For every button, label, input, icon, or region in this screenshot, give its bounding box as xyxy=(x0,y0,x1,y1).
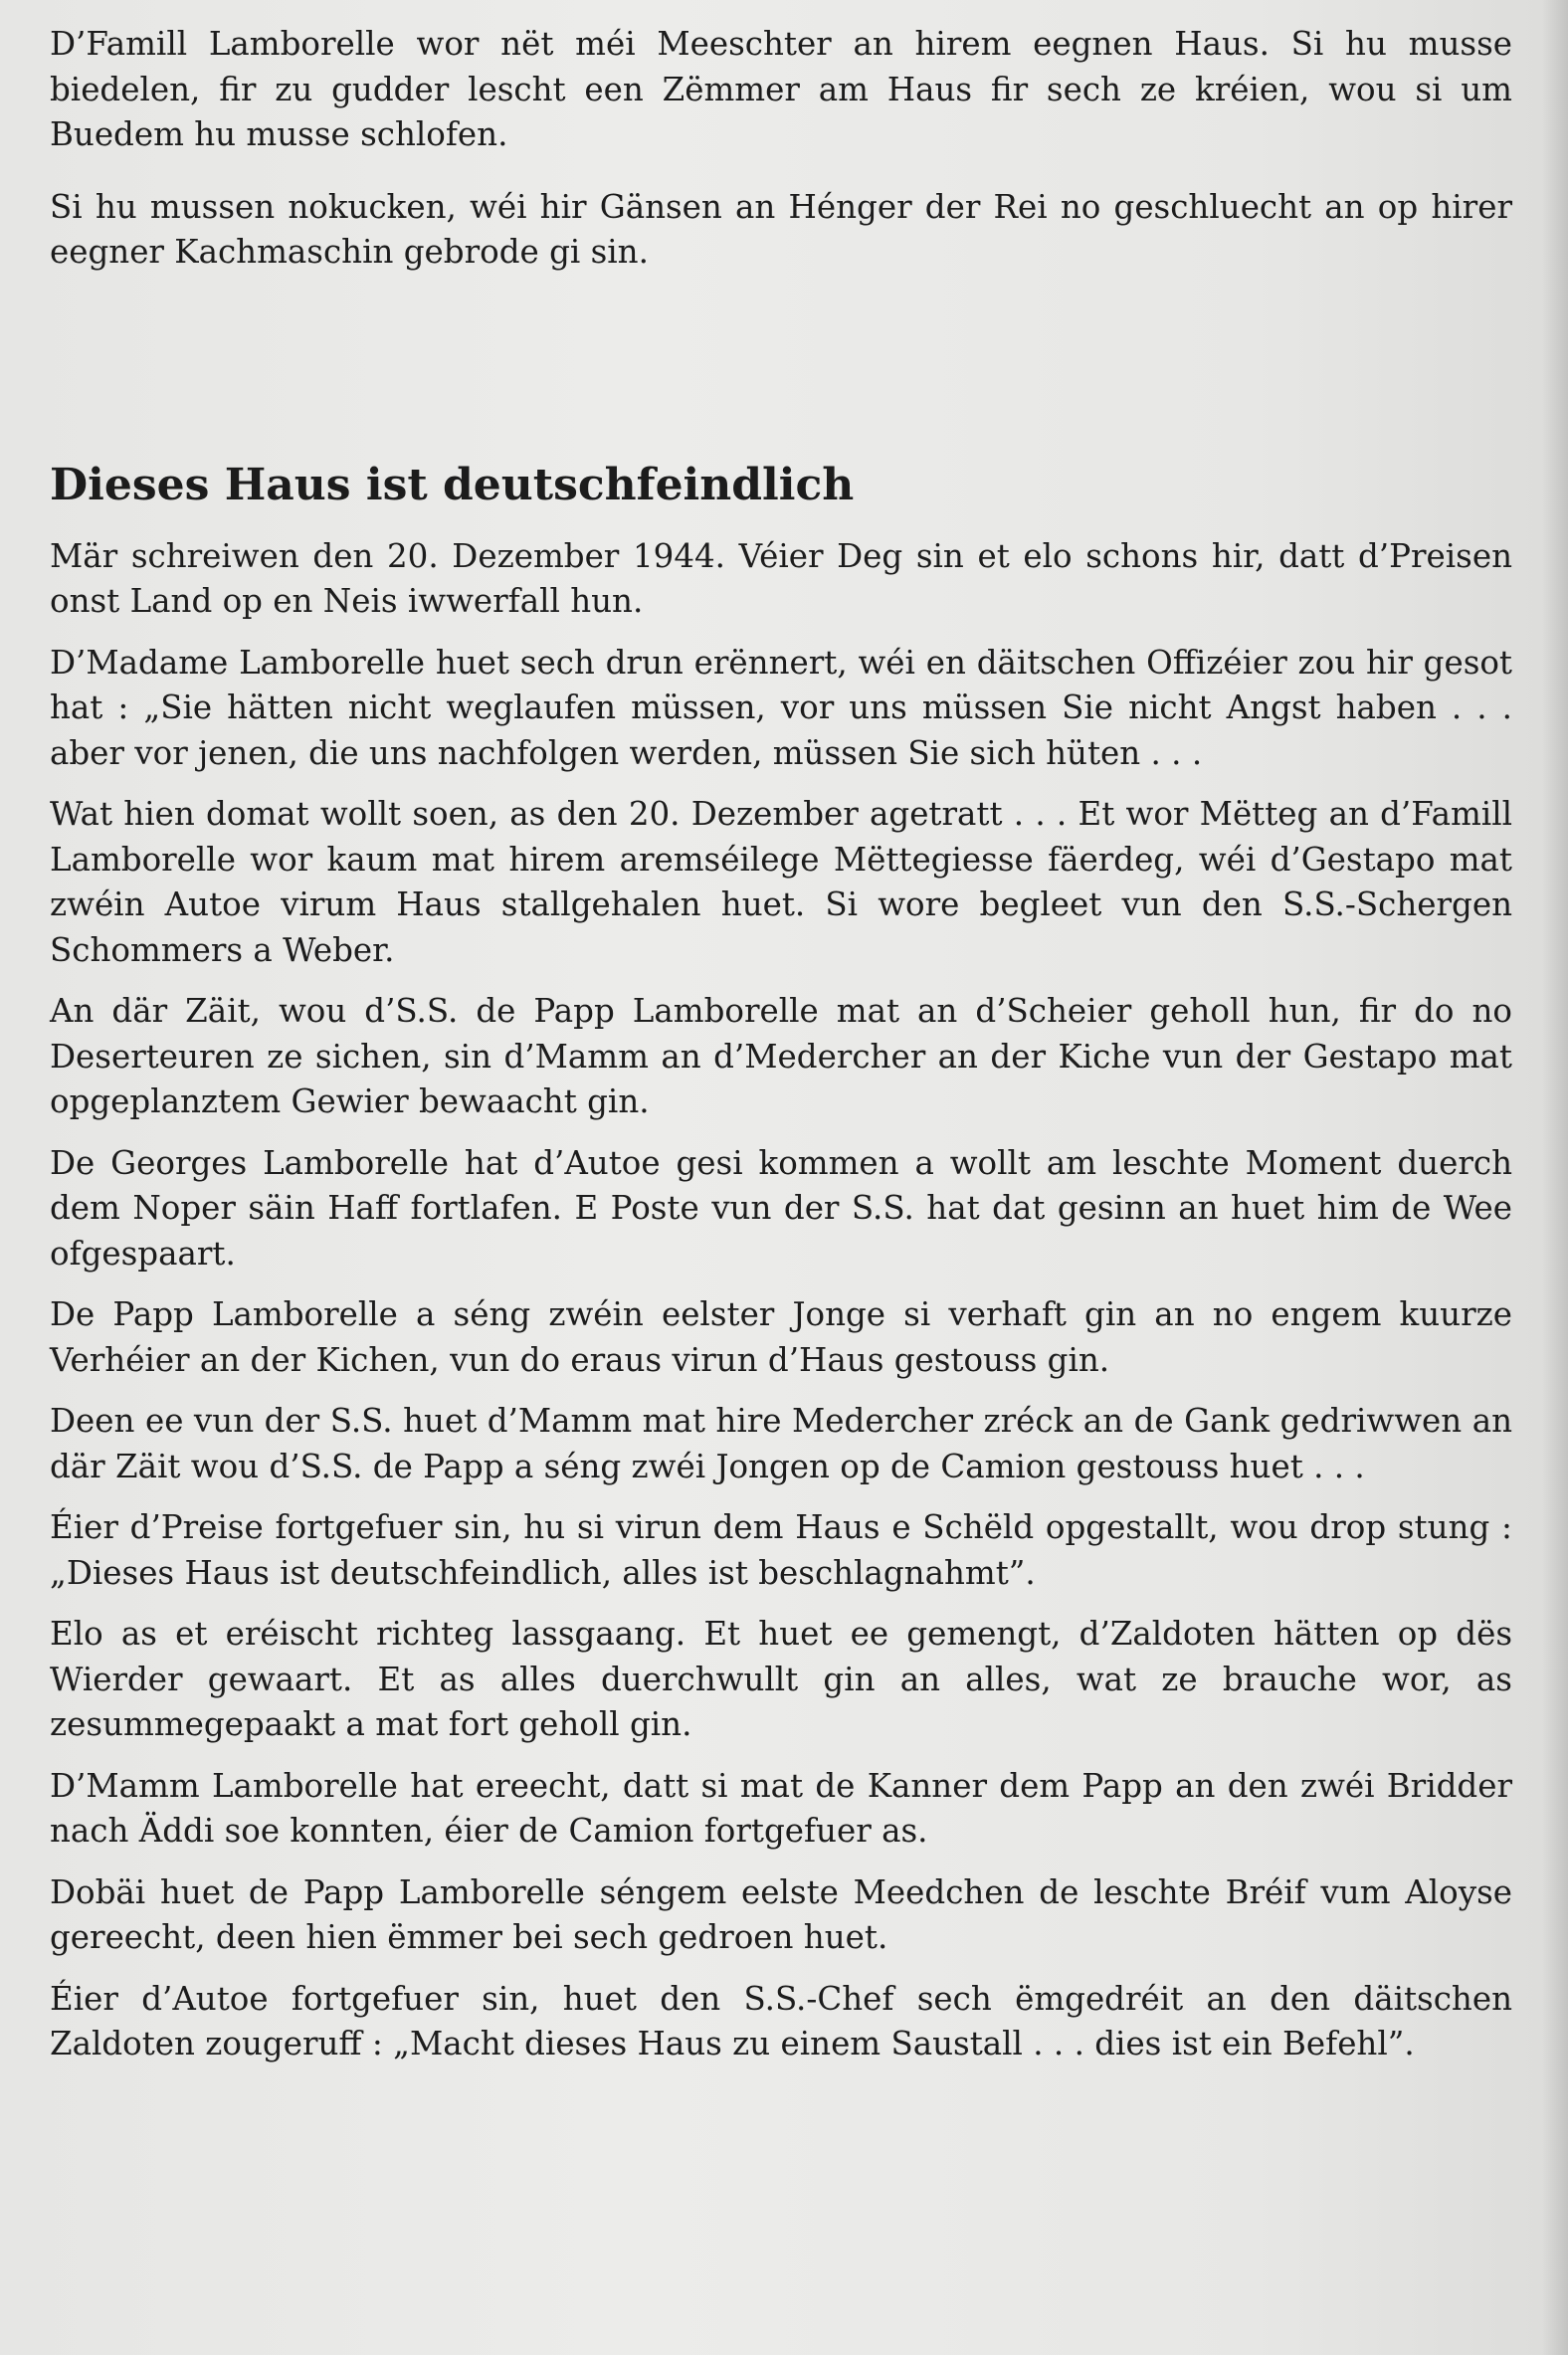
section-heading: Dieses Haus ist deutschfeindlich xyxy=(50,459,855,510)
paragraph: Dobäi huet de Papp Lamborelle séngem eelste Meedchen de leschte Bréif vum Aloyse gereecht, deen hien ëmmer bei sech gedroen huet. xyxy=(50,1872,1512,1956)
paragraph: D’Mamm Lamborelle hat ereecht, datt si mat de Kanner dem Papp an den zwéi Bridder nach Äddi soe konnten, éier de Camion fortgefuer as. xyxy=(50,1766,1512,1850)
paragraph: Deen ee vun der S.S. huet d’Mamm mat hire Medercher zréck an de Gank gedriwwen an där Zäit wou d’S.S. de Papp a séng zwéi Jongen op de Camion gestouss huet . . . xyxy=(50,1402,1512,1485)
page-edge-shadow xyxy=(1542,0,1568,2355)
paragraph: Éier d’Autoe fortgefuer sin, huet den S.S.-Chef sech ëmgedréit an den däitschen Zaldoten zougeruff : „Macht dieses Haus zu einem Saustall . . . dies ist ein Befehl”. xyxy=(50,1979,1512,2062)
paragraph: D’Madame Lamborelle huet sech drun erënnert, wéi en däitschen Offizéier zou hir gesot hat : „Sie hätten nicht weglaufen müssen, vor uns müssen Sie nicht Angst haben . . . aber vor jenen, die uns nachfolgen werden, müssen Sie sich hüten . . . xyxy=(50,643,1512,772)
paragraph: D’Famill Lamborelle wor nët méi Meeschter an hirem eegnen Haus. Si hu musse biedelen, fir zu gudder lescht een Zëmmer am Haus fir sech ze kréien, wou si um Buedem hu musse schlofen. xyxy=(50,25,1512,153)
paragraph: Si hu mussen nokucken, wéi hir Gänsen an Hénger der Rei no geschluecht an op hirer eegner Kachmaschin gebrode gi sin. xyxy=(50,187,1512,271)
page-content xyxy=(50,22,1512,2067)
paragraph: An där Zäit, wou d’S.S. de Papp Lamborelle mat an d’Scheier geholl hun, fir do no Deserteuren ze sichen, sin d’Mamm an d’Medercher an der Kiche vun der Gestapo mat opgeplanztem Gewier bewaacht gin. xyxy=(50,992,1512,1120)
paragraph: Elo as et eréischt richteg lassgaang. Et huet ee gemengt, d’Zaldoten hätten op dës Wierder gewaart. Et as alles duerchwullt gin an alles, wat ze brauche wor, as zesummegepaakt a mat fort geholl gin. xyxy=(50,1615,1512,1743)
paragraph: Mär schreiwen den 20. Dezember 1944. Véier Deg sin et elo schons hir, datt d’Preisen onst Land op en Neis iwwerfall hun. xyxy=(50,536,1512,620)
paragraph: Éier d’Preise fortgefuer sin, hu si virun dem Haus e Schëld opgestallt, wou drop stung : „Dieses Haus ist deutschfeindlich, alles ist beschlagnahmt”. xyxy=(50,1508,1512,1592)
paragraph: De Georges Lamborelle hat d’Autoe gesi kommen a wollt am leschte Moment duerch dem Noper säin Haff fortlafen. E Poste vun der S.S. hat dat gesinn an huet him de Wee ofgespaart. xyxy=(50,1143,1512,1273)
paragraph: De Papp Lamborelle a séng zwéin eelster Jonge si verhaft gin an no engem kuurze Verhéier an der Kichen, vun do eraus virun d’Haus gestouss gin. xyxy=(50,1295,1512,1379)
paragraph: Wat hien domat wollt soen, as den 20. Dezember agetratt . . . Et wor Mëtteg an d’Famill Lamborelle wor kaum mat hirem aremséilege Mëttegiesse fäerdeg, wéi d’Gestapo mat zwéin Autoe virum Haus stallgehalen huet. Si wore begleet vun den S.S.-Schergen Schommers a Weber. xyxy=(50,795,1512,969)
